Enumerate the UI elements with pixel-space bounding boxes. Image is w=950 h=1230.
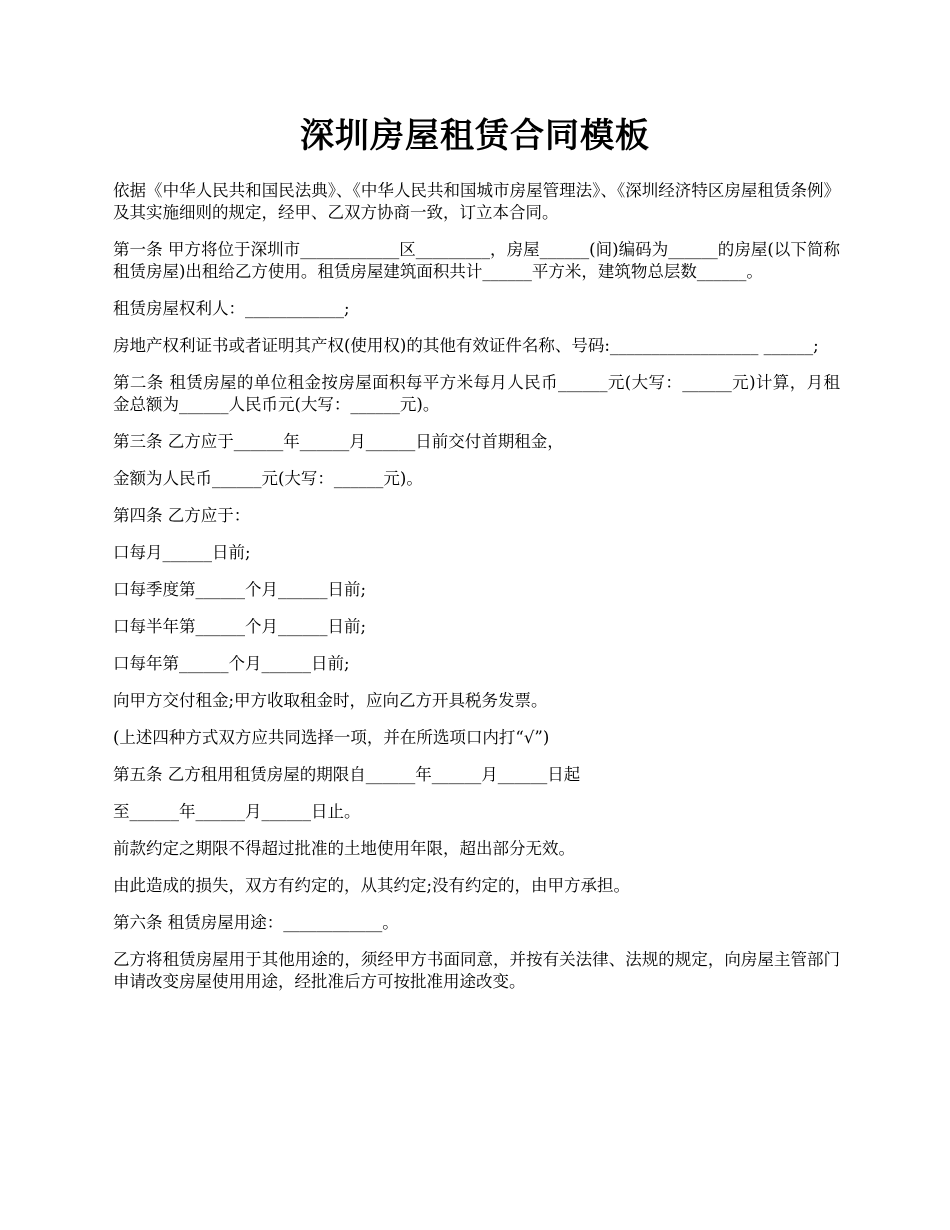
paragraph-article-4: 第四条 乙方应于： [113, 506, 251, 525]
paragraph-choice-note: (上述四种方式双方应共同选择一项，并在所选项口内打“√”) [113, 728, 550, 747]
paragraph-article-2: 第二条 租赁房屋的单位租金按房屋面积每平方米每月人民币______元(大写：______元)计算，月租金总额为______人民币元(大写：______元)。 [113, 373, 840, 414]
paragraph-property-certificate: 房地产权利证书或者证明其产权(使用权)的其他有效证件名称、号码:__________________ ______; [113, 336, 819, 355]
paragraph-usage-change: 乙方将租赁房屋用于其他用途的，须经甲方书面同意，并按有关法律、法规的规定，向房屋主管部门申请改变房屋使用用途，经批准后方可按批准用途改变。 [113, 950, 840, 991]
document-body [113, 180, 840, 1008]
paragraph-option-yearly: 口每年第______个月______日前; [113, 654, 350, 673]
paragraph-article-3-amount: 金额为人民币______元(大写：______元)。 [113, 469, 423, 488]
paragraph-preamble: 依据《中华人民共和国民法典》、《中华人民共和国城市房屋管理法》、《深圳经济特区房屋租赁条例》及其实施细则的规定，经甲、乙双方协商一致，订立本合同。 [113, 181, 840, 222]
paragraph-rights-holder: 租赁房屋权利人：____________; [113, 299, 350, 318]
paragraph-payment-invoice: 向甲方交付租金;甲方收取租金时，应向乙方开具税务发票。 [113, 691, 548, 710]
paragraph-article-6: 第六条 租赁房屋用途：____________。 [113, 913, 399, 932]
paragraph-term-limit: 前款约定之期限不得超过批准的土地使用年限，超出部分无效。 [113, 839, 575, 858]
document-title: 深圳房屋租赁合同模板 [300, 116, 650, 156]
paragraph-option-quarterly: 口每季度第______个月______日前; [113, 580, 367, 599]
paragraph-loss-liability: 由此造成的损失，双方有约定的，从其约定;没有约定的，由甲方承担。 [113, 876, 631, 895]
paragraph-article-5: 第五条 乙方租用租赁房屋的期限自______年______月______日起 [113, 765, 581, 784]
paragraph-option-monthly: 口每月______日前; [113, 543, 251, 562]
paragraph-article-5-end: 至______年______月______日止。 [113, 802, 361, 821]
paragraph-option-half-year: 口每半年第______个月______日前; [113, 617, 367, 636]
paragraph-article-1: 第一条 甲方将位于深圳市____________区_________，房屋______(间)编码为______的房屋(以下简称租赁房屋)出租给乙方使用。租赁房屋建筑面积共计______平方米，建筑物总层数______。 [113, 240, 840, 281]
paragraph-article-3: 第三条 乙方应于______年______月______日前交付首期租金， [113, 432, 564, 451]
